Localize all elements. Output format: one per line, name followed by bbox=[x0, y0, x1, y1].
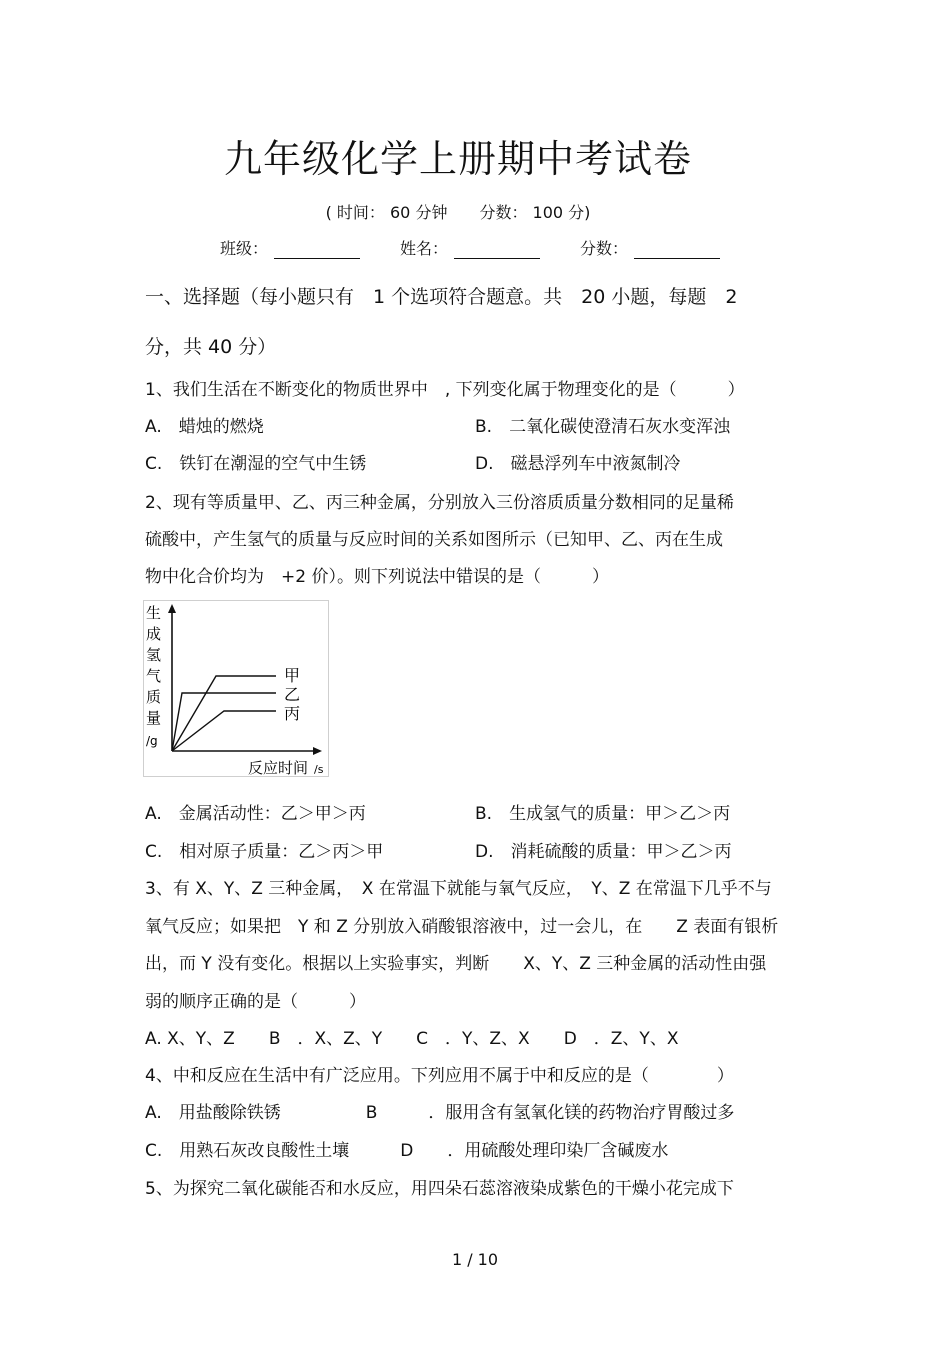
q2-line3: 物中化合价均为 +2 价）。则下列说法中错误的是（ ） bbox=[145, 567, 609, 587]
q1-option-b: B. 二氧化碳使澄清石灰水变浑浊 bbox=[475, 417, 731, 437]
graph-svg bbox=[144, 601, 328, 776]
graph-ylabel-char: 气 bbox=[146, 667, 162, 685]
q3-line2: 氧气反应；如果把 Y 和 Z 分别放入硝酸银溶液中，过一会儿，在 Z 表面有银析 bbox=[145, 917, 779, 937]
section-heading-line1: 一、选择题（每小题只有 1 个选项符合题意。共 20 小题，每题 2 bbox=[145, 286, 738, 308]
graph-ylabel-char: 质 bbox=[146, 688, 162, 706]
graph-ylabel-char: 生 bbox=[146, 604, 162, 622]
score-blank[interactable] bbox=[634, 240, 720, 259]
series-bing-line bbox=[172, 711, 276, 751]
q3-line4: 弱的顺序正确的是（ ） bbox=[145, 992, 366, 1012]
score-field[interactable] bbox=[580, 236, 720, 259]
class-field[interactable] bbox=[220, 236, 360, 259]
q5-stem: 5、为探究二氧化碳能否和水反应，用四朵石蕊溶液染成紫色的干燥小花完成下 bbox=[145, 1179, 734, 1199]
q4-stem: 4、中和反应在生活中有广泛应用。下列应用不属于中和反应的是（ ） bbox=[145, 1066, 734, 1086]
class-label: 班级： bbox=[220, 239, 269, 258]
q1-stem: 1、我们生活在不断变化的物质世界中 , 下列变化属于物理变化的是（ ） bbox=[145, 380, 745, 400]
name-label: 姓名： bbox=[400, 239, 449, 258]
exam-title: 九年级化学上册期中考试卷 bbox=[223, 137, 692, 181]
name-field[interactable] bbox=[400, 236, 540, 259]
q2-option-b: B. 生成氢气的质量：甲＞乙＞丙 bbox=[475, 804, 731, 824]
series-jia-label: 甲 bbox=[284, 666, 301, 685]
q2-line1: 2、现有等质量甲、乙、丙三种金属，分别放入三份溶质质量分数相同的足量稀 bbox=[145, 493, 734, 513]
class-blank[interactable] bbox=[274, 240, 360, 259]
q3-line3: 出，而 Y 没有变化。根据以上实验事实，判断 X、Y、Z 三种金属的活动性由强 bbox=[145, 954, 767, 974]
graph-xunit: /s bbox=[314, 763, 324, 776]
q1-option-a: A. 蜡烛的燃烧 bbox=[145, 417, 264, 437]
q3-options: A. X、Y、Z B ．X、Z、Y C ．Y、Z、X D ．Z、Y、X bbox=[145, 1029, 679, 1049]
graph-ylabel-char: 成 bbox=[146, 625, 162, 643]
q4-options-cd: C. 用熟石灰改良酸性土壤 D ．用硫酸处理印染厂含碱废水 bbox=[145, 1141, 669, 1161]
graph-ylabel-char: 氢 bbox=[146, 646, 162, 664]
score-label: 分数： bbox=[580, 239, 629, 258]
q1-option-c: C. 铁钉在潮湿的空气中生锈 bbox=[145, 454, 367, 474]
q2-option-c: C. 相对原子质量：乙＞丙＞甲 bbox=[145, 842, 384, 862]
q3-line1: 3、有 X、Y、Z 三种金属， X 在常温下就能与氧气反应， Y、Z 在常温下几乎不与 bbox=[145, 879, 772, 899]
series-bing-label: 丙 bbox=[284, 704, 301, 723]
series-yi-line bbox=[172, 693, 276, 751]
q1-option-d: D. 磁悬浮列车中液氮制冷 bbox=[475, 454, 681, 474]
q2-option-a: A. 金属活动性：乙＞甲＞丙 bbox=[145, 804, 366, 824]
y-axis-arrow bbox=[168, 604, 176, 613]
page-number: 1 / 10 bbox=[451, 1250, 499, 1269]
exam-meta: ( 时间： 60 分钟 分数： 100 分) bbox=[325, 203, 591, 222]
q4-options-ab: A. 用盐酸除铁锈 B ．服用含有氢氧化镁的药物治疗胃酸过多 bbox=[145, 1103, 735, 1123]
x-axis-arrow bbox=[313, 747, 322, 755]
graph-yunit: /g bbox=[146, 734, 158, 748]
name-blank[interactable] bbox=[454, 240, 540, 259]
series-yi-label: 乙 bbox=[284, 685, 301, 704]
section-heading-line2: 分，共 40 分） bbox=[145, 336, 277, 358]
graph-ylabel-char: 量 bbox=[146, 709, 162, 727]
hydrogen-graph bbox=[143, 600, 329, 777]
graph-xlabel: 反应时间 bbox=[248, 759, 309, 776]
info-fill-row bbox=[220, 236, 720, 259]
q2-line2: 硫酸中，产生氢气的质量与反应时间的关系如图所示（已知甲、乙、丙在生成 bbox=[145, 530, 723, 550]
q2-option-d: D. 消耗硫酸的质量：甲＞乙＞丙 bbox=[475, 842, 732, 862]
